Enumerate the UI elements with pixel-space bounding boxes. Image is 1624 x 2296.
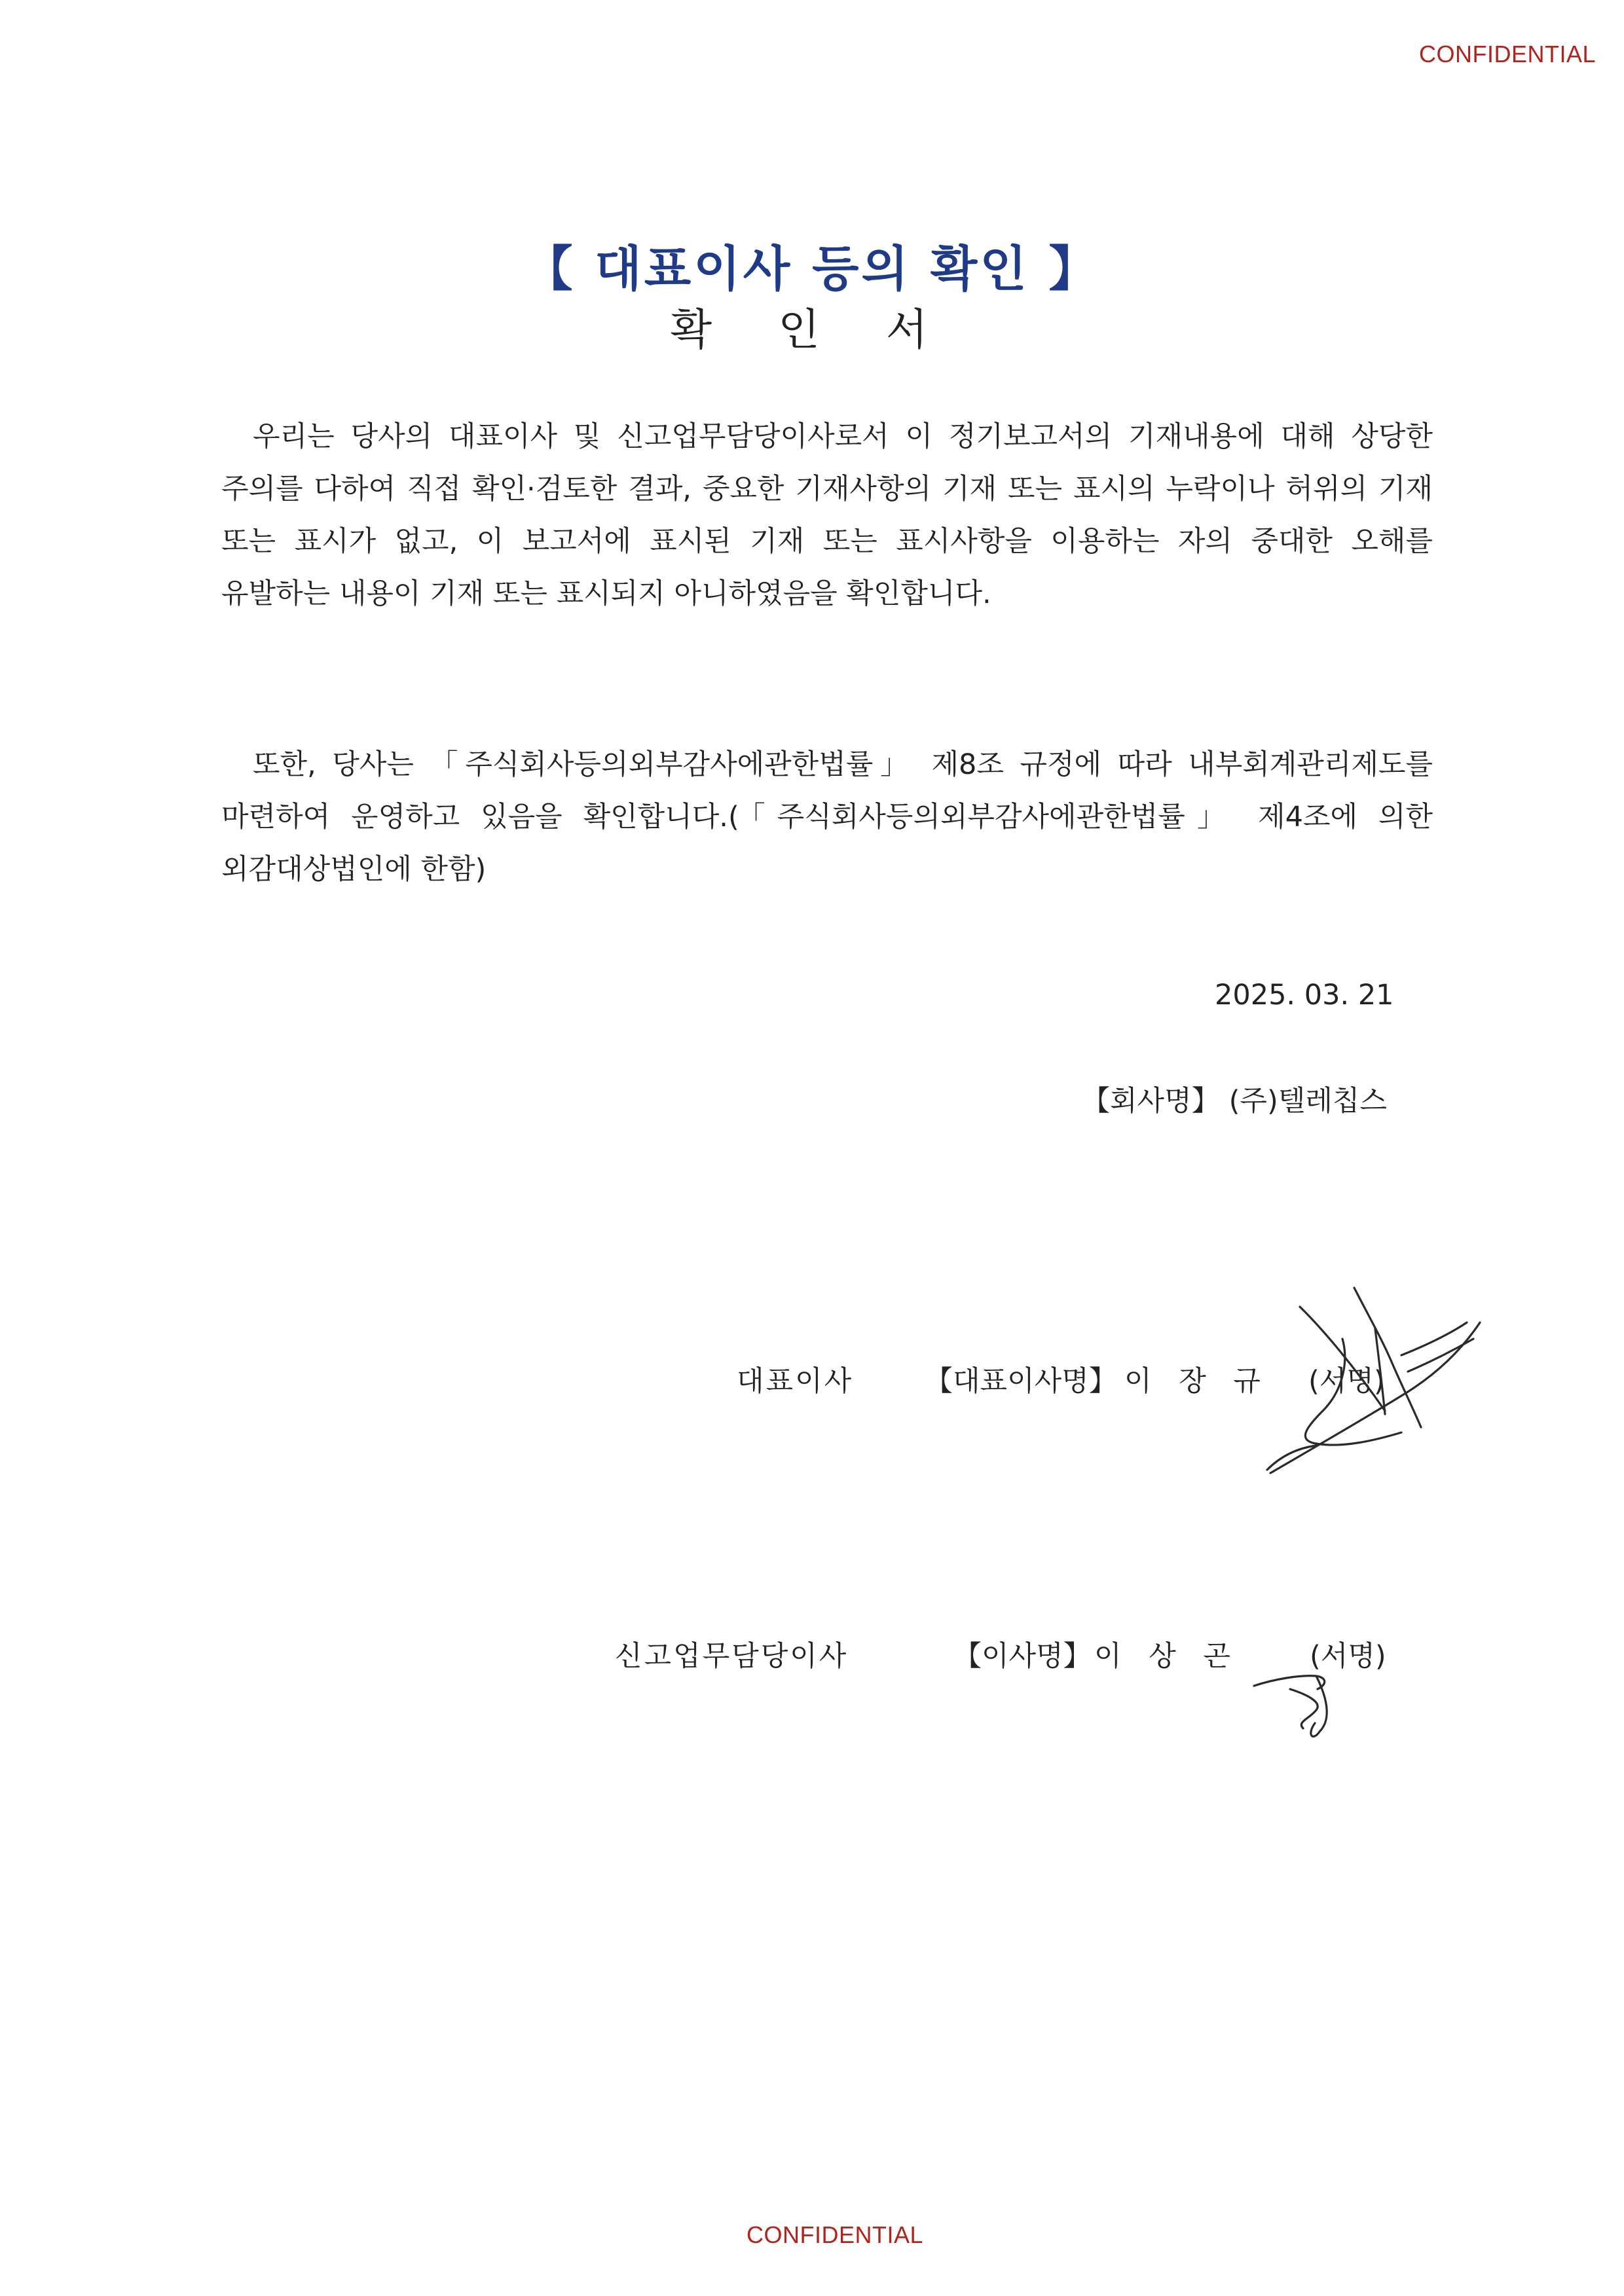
company-line (1082, 1079, 1387, 1119)
document-title: 【 대표이사 등의 확인 】 (524, 241, 1100, 297)
ceo-signature-mark: (서명) (1308, 1365, 1385, 1398)
confidential-stamp-bottom: CONFIDENTIAL (747, 2221, 924, 2248)
confirmation-paragraph: 우리는 당사의 대표이사 및 신고업무담당이사로서 이 정기보고서의 기재내용에 대해 상당한 주의를 다하여 직접 확인·검토한 결과, 중요한 기재사항의 기재 또는 표시의 누락이나 허위의 기재 또는 표시가 없고, 이 보고서에 표시된 기재 또는 표시사항을 이용하는 자의 중대한 오해를 유발하는 내용이 기재 또는 표시되지 아니하였음을 확인합니다. (221, 420, 1433, 610)
document-date: 2025. 03. 21 (1215, 979, 1394, 1011)
subtitle-text: 확 인 서 (670, 304, 954, 355)
reporting-officer-name: 이 상 곤 (1094, 1640, 1240, 1673)
company-name: (주)텔레칩스 (1228, 1085, 1387, 1118)
ceo-title: 대표이사 (737, 1365, 854, 1398)
ceo-handwritten-signature (1244, 1277, 1519, 1486)
reporting-officer-signature-mark: (서명) (1310, 1640, 1386, 1673)
document-subtitle (0, 295, 1624, 357)
ceo-name: 이 장 규 (1124, 1365, 1270, 1398)
reporting-officer-title: 신고업무담당이사 (615, 1640, 849, 1673)
reporting-officer-name-label: 【이사명】 (953, 1640, 1092, 1673)
reporting-officer-handwritten-signature (1244, 1637, 1401, 1755)
internal-control-paragraph: 또한, 당사는 「주식회사등의외부감사에관한법률」 제8조 규정에 따라 내부회계관리제도를 마련하여 운영하고 있음을 확인합니다.(「주식회사등의외부감사에관한법률」 제4조에 의한 외감대상법인에 한함) (221, 748, 1433, 886)
confidential-stamp-top: CONFIDENTIAL (1419, 41, 1596, 67)
company-label: 【회사명】 (1082, 1085, 1220, 1118)
ceo-name-label: 【대표이사명】 (925, 1365, 1117, 1398)
